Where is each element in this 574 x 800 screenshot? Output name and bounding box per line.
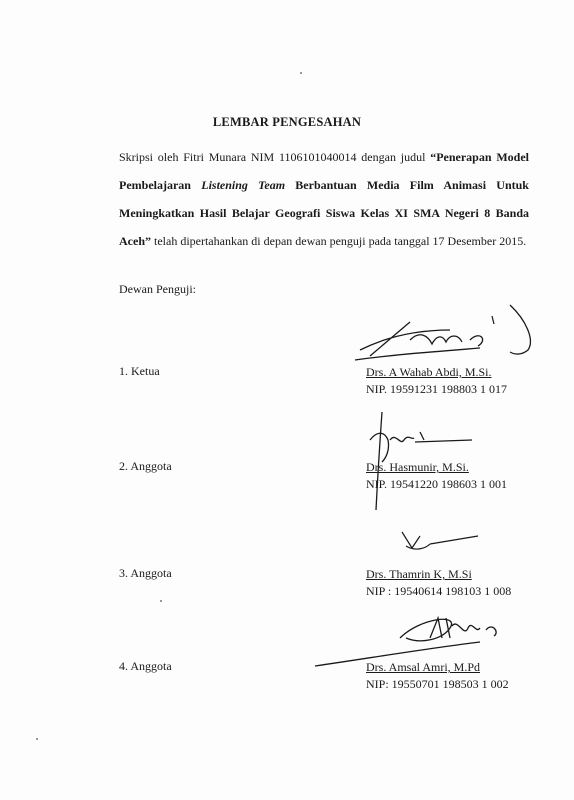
examiner-role: 4. Anggota — [119, 659, 172, 673]
examiner-details — [366, 459, 507, 493]
statement-text-2: telah dipertahankan di depan dewan penguji pada tanggal 17 Desember 2015. — [151, 234, 527, 248]
thesis-title-part-1: “Penerapan Model Pembelajaran — [119, 150, 529, 192]
thesis-title-part-2: Berbantuan Media Film Animasi Untuk Meningkatkan Hasil Belajar Geografi Siswa Kelas XI SMA Negeri 8 Banda Aceh” — [119, 178, 529, 248]
examiner-nip: NIP: 19550701 198503 1 002 — [366, 677, 509, 691]
examiner-role: 3. Anggota — [119, 566, 172, 580]
examiner-row-2 — [119, 459, 539, 499]
examiner-name: Drs. A Wahab Abdi, M.Si. — [366, 365, 492, 379]
signature-1 — [350, 300, 540, 370]
signature-3 — [390, 528, 480, 568]
examiner-details — [366, 364, 507, 398]
examiner-name: Drs. Hasmunir, M.Si. — [366, 460, 469, 474]
examiner-nip: NIP : 19540614 198103 1 008 — [366, 584, 512, 598]
scan-speck — [300, 72, 302, 74]
examiner-row-4 — [119, 659, 539, 699]
scan-speck — [36, 738, 38, 740]
examiner-nip: NIP. 19541220 198603 1 001 — [366, 477, 508, 491]
approval-statement — [119, 143, 529, 255]
statement-text-1: Skripsi oleh Fitri Munara NIM 1106101040014 dengan judul — [119, 150, 431, 164]
examiner-name: Drs. Amsal Amri, M.Pd — [366, 660, 481, 674]
examiners-heading: Dewan Penguji: — [119, 282, 196, 296]
scan-speck — [160, 600, 162, 602]
examiner-details — [366, 659, 509, 693]
examiner-details — [366, 566, 511, 600]
examiner-name: Drs. Thamrin K, M.Si — [366, 567, 472, 581]
thesis-title-italic: Listening Team — [201, 178, 286, 192]
examiner-role: 1. Ketua — [119, 364, 160, 378]
examiner-nip: NIP. 19591231 198803 1 017 — [366, 382, 508, 396]
examiner-role: 2. Anggota — [119, 459, 172, 473]
page-title: LEMBAR PENGESAHAN — [212, 115, 362, 129]
examiner-row-3 — [119, 566, 539, 606]
examiner-row-1 — [119, 364, 539, 404]
